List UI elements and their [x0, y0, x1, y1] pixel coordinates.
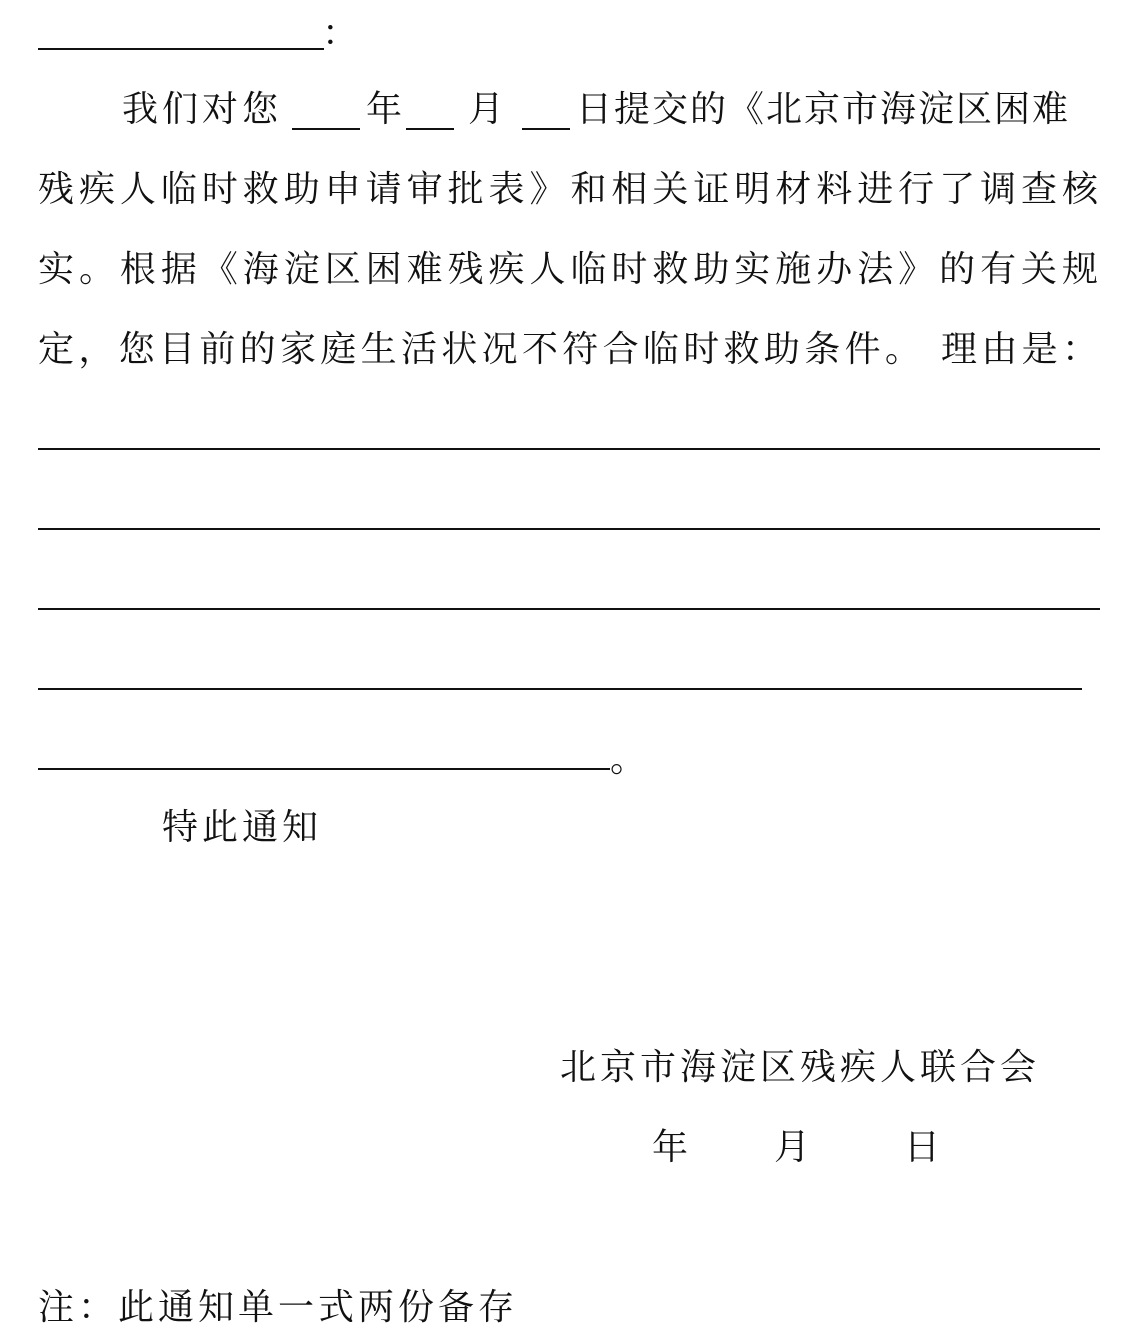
month-blank: [406, 128, 454, 130]
reason-end-mark: 。: [610, 739, 651, 780]
signature-day: 日: [904, 1127, 945, 1168]
body-line-2: 残疾人临时救助申请审批表》和相关证明材料进行了调查核: [38, 169, 1100, 210]
reason-line-4: [38, 688, 1082, 690]
body-year-label: 年: [366, 89, 407, 130]
body-line-3: 实。根据《海淀区困难残疾人临时救助实施办法》的有关规: [38, 249, 1100, 290]
year-blank: [292, 128, 360, 130]
signature-organization: 北京市海淀区残疾人联合会: [560, 1047, 1041, 1088]
notice-text: 特此通知: [162, 807, 323, 848]
body-line-1-start: 我们对您: [122, 89, 283, 130]
body-month-label: 月: [468, 89, 509, 130]
reason-line-2: [38, 528, 1100, 530]
reason-line-3: [38, 608, 1100, 610]
footnote: 注：此通知单一式两份备存: [38, 1287, 519, 1328]
reason-line-1: [38, 448, 1100, 450]
body-line-4: 定，您目前的家庭生活状况不符合临时救助条件。 理由是：: [38, 329, 1100, 370]
day-blank: [522, 128, 570, 130]
signature-year: 年: [652, 1127, 693, 1168]
addressee-blank: [38, 48, 324, 50]
addressee-colon: ：: [322, 13, 363, 54]
signature-month: 月: [774, 1127, 815, 1168]
body-line-1-end: 日提交的《北京市海淀区困难: [576, 89, 1071, 130]
reason-line-5: [38, 768, 610, 770]
